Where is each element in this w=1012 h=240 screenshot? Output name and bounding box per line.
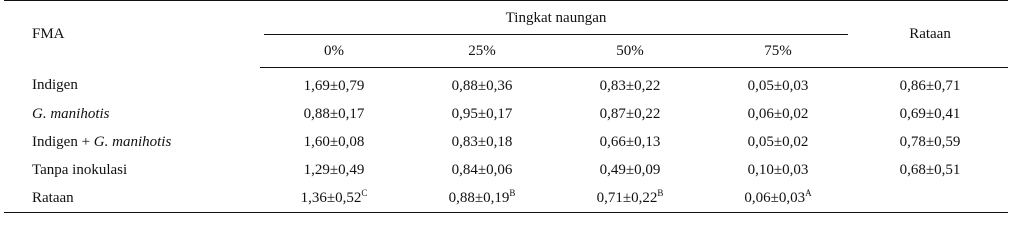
header-fma: FMA xyxy=(4,1,260,68)
cell-value: 1,60±0,08 xyxy=(303,133,365,150)
row-label xyxy=(4,100,260,128)
cell-value: 0,83±0,18 xyxy=(451,133,513,150)
cell-value: 0,49±0,09 xyxy=(599,161,661,178)
cell-value: 0,05±0,03 xyxy=(747,77,809,94)
cell-value: 0,10±0,03 xyxy=(747,161,809,178)
cell-rataan: 0,78±0,59 xyxy=(899,133,961,150)
row-label-plain: Indigen + xyxy=(32,133,94,150)
mean-row-label: Rataan xyxy=(4,184,260,213)
cell-value: 0,87±0,22 xyxy=(599,105,661,122)
row-label xyxy=(4,128,260,156)
cell-value: 0,66±0,13 xyxy=(599,133,661,150)
mean-cell xyxy=(704,184,852,213)
cell-value: 0,06±0,02 xyxy=(747,105,809,122)
header-row-top xyxy=(4,1,1008,36)
data-table xyxy=(4,0,1008,213)
row-label-italic: G. manihotis xyxy=(32,105,110,122)
header-group-label: Tingkat naungan xyxy=(505,9,607,26)
significance-letter: C xyxy=(361,187,368,198)
cell-value: 0,88±0,17 xyxy=(303,105,365,122)
header-level-75: 75% xyxy=(704,35,852,68)
table-row xyxy=(4,68,1008,101)
mean-value: 1,36±0,52 xyxy=(300,189,362,206)
cell-rataan: 0,86±0,71 xyxy=(899,77,961,94)
cell-value: 0,88±0,36 xyxy=(451,77,513,94)
mean-cell-rataan xyxy=(852,184,1008,213)
header-rataan: Rataan xyxy=(852,1,1008,68)
mean-value: 0,88±0,19 xyxy=(448,189,510,206)
cell-value: 1,29±0,49 xyxy=(303,161,365,178)
cell-value: 0,83±0,22 xyxy=(599,77,661,94)
cell-value: 1,69±0,79 xyxy=(303,77,365,94)
mean-cell xyxy=(260,184,408,213)
header-tingkat-naungan xyxy=(260,1,852,36)
row-label xyxy=(4,68,260,101)
cell-value: 0,95±0,17 xyxy=(451,105,513,122)
cell-value: 0,84±0,06 xyxy=(451,161,513,178)
cell-value: 0,05±0,02 xyxy=(747,133,809,150)
mean-row xyxy=(4,184,1008,213)
row-label xyxy=(4,156,260,184)
table-row xyxy=(4,100,1008,128)
header-level-0: 0% xyxy=(260,35,408,68)
significance-letter: B xyxy=(657,187,664,198)
significance-letter: B xyxy=(509,187,516,198)
row-label-plain: Tanpa inokulasi xyxy=(32,161,128,178)
row-label-plain: Indigen xyxy=(32,77,78,94)
cell-rataan: 0,68±0,51 xyxy=(899,161,961,178)
mean-value: 0,71±0,22 xyxy=(596,189,658,206)
group-underline xyxy=(264,34,848,35)
mean-value: 0,06±0,03 xyxy=(744,189,806,206)
cell-rataan: 0,69±0,41 xyxy=(899,105,961,122)
table-row xyxy=(4,156,1008,184)
significance-letter: A xyxy=(805,187,812,198)
header-level-25: 25% xyxy=(408,35,556,68)
mean-cell xyxy=(556,184,704,213)
table-row xyxy=(4,128,1008,156)
header-level-50: 50% xyxy=(556,35,704,68)
row-label-italic: G. manihotis xyxy=(93,133,172,150)
mean-cell xyxy=(408,184,556,213)
